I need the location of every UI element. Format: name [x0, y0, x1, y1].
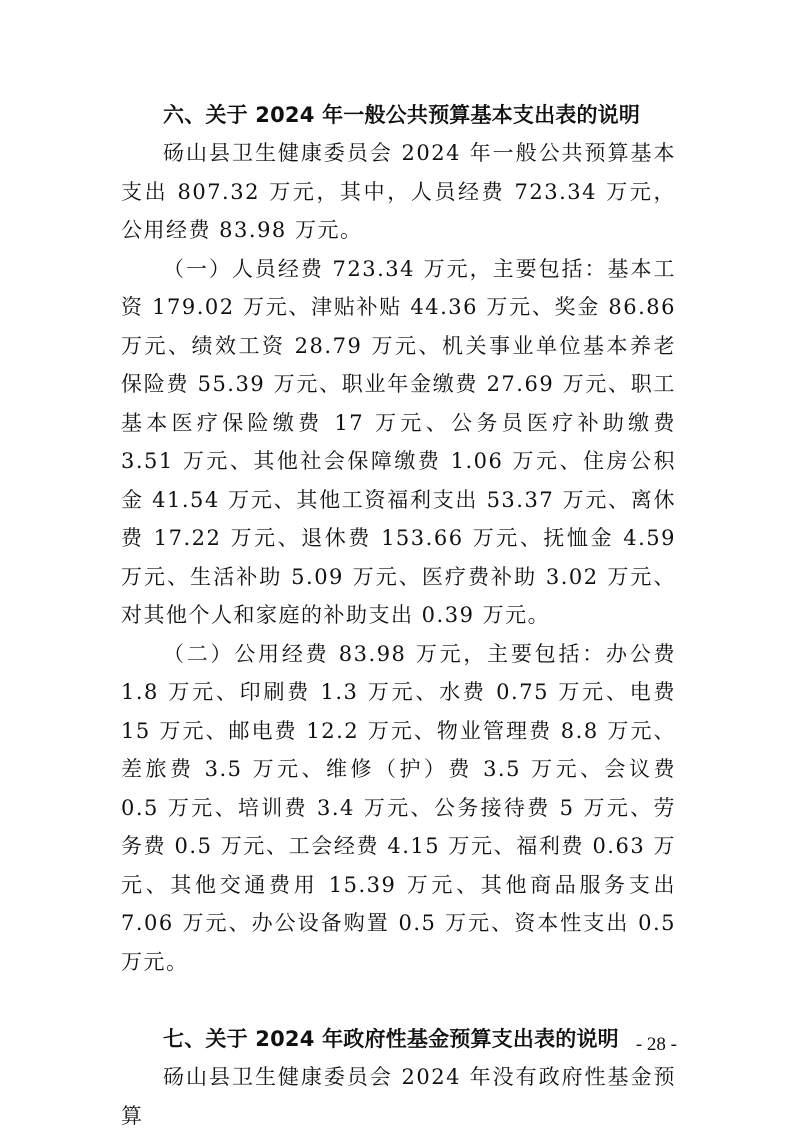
section-spacer — [121, 981, 676, 1020]
section-6-heading: 六、关于 2024 年一般公共预算基本支出表的说明 — [163, 103, 641, 127]
page-content — [121, 96, 676, 1135]
section-7-heading: 七、关于 2024 年政府性基金预算支出表的说明 — [163, 1027, 619, 1051]
section-7-paragraph: 砀山县卫生健康委员会 2024 年没有政府性基金预算 — [121, 1065, 676, 1128]
public-expense-paragraph: （二）公用经费 83.98 万元，主要包括：办公费 1.8 万元、印刷费 1.3 万元、水费 0.75 万元、电费 15 万元、邮电费 12.2 万元、物业管理费 8.8 万元、差旅费 3.5 万元、维修（护）费 3.5 万元、会议费 0.5 万元、培训费 3.4 万元、公务接待费 5 万元、劳务费 0.5 万元、工会经费 4.15 万元、福利费 0.63 万元、其他交通费用 15.39 万元、其他商品服务支出 7.06 万元、办公设备购置 0.5 万元、资本性支出 0.5 万元。 — [121, 641, 676, 974]
section-6-summary-paragraph: 砀山县卫生健康委员会 2024 年一般公共预算基本支出 807.32 万元，其中，人员经费 723.34 万元，公用经费 83.98 万元。 — [121, 141, 676, 242]
personnel-expense-paragraph: （一）人员经费 723.34 万元，主要包括：基本工资 179.02 万元、津贴补贴 44.36 万元、奖金 86.86 万元、绩效工资 28.79 万元、机关事业单位基本养老保险费 55.39 万元、职业年金缴费 27.69 万元、职工基本医疗保险缴费 17 万元、公务员医疗补助缴费 3.51 万元、其他社会保障缴费 1.06 万元、住房公积金 41.54 万元、其他工资福利支出 53.37 万元、离休费 17.22 万元、退休费 153.66 万元、抚恤金 4.59 万元、生活补助 5.09 万元、医疗费补助 3.02 万元、对其他个人和家庭的补助支出 0.39 万元。 — [121, 256, 676, 627]
page-number: - 28 - — [635, 1034, 677, 1055]
